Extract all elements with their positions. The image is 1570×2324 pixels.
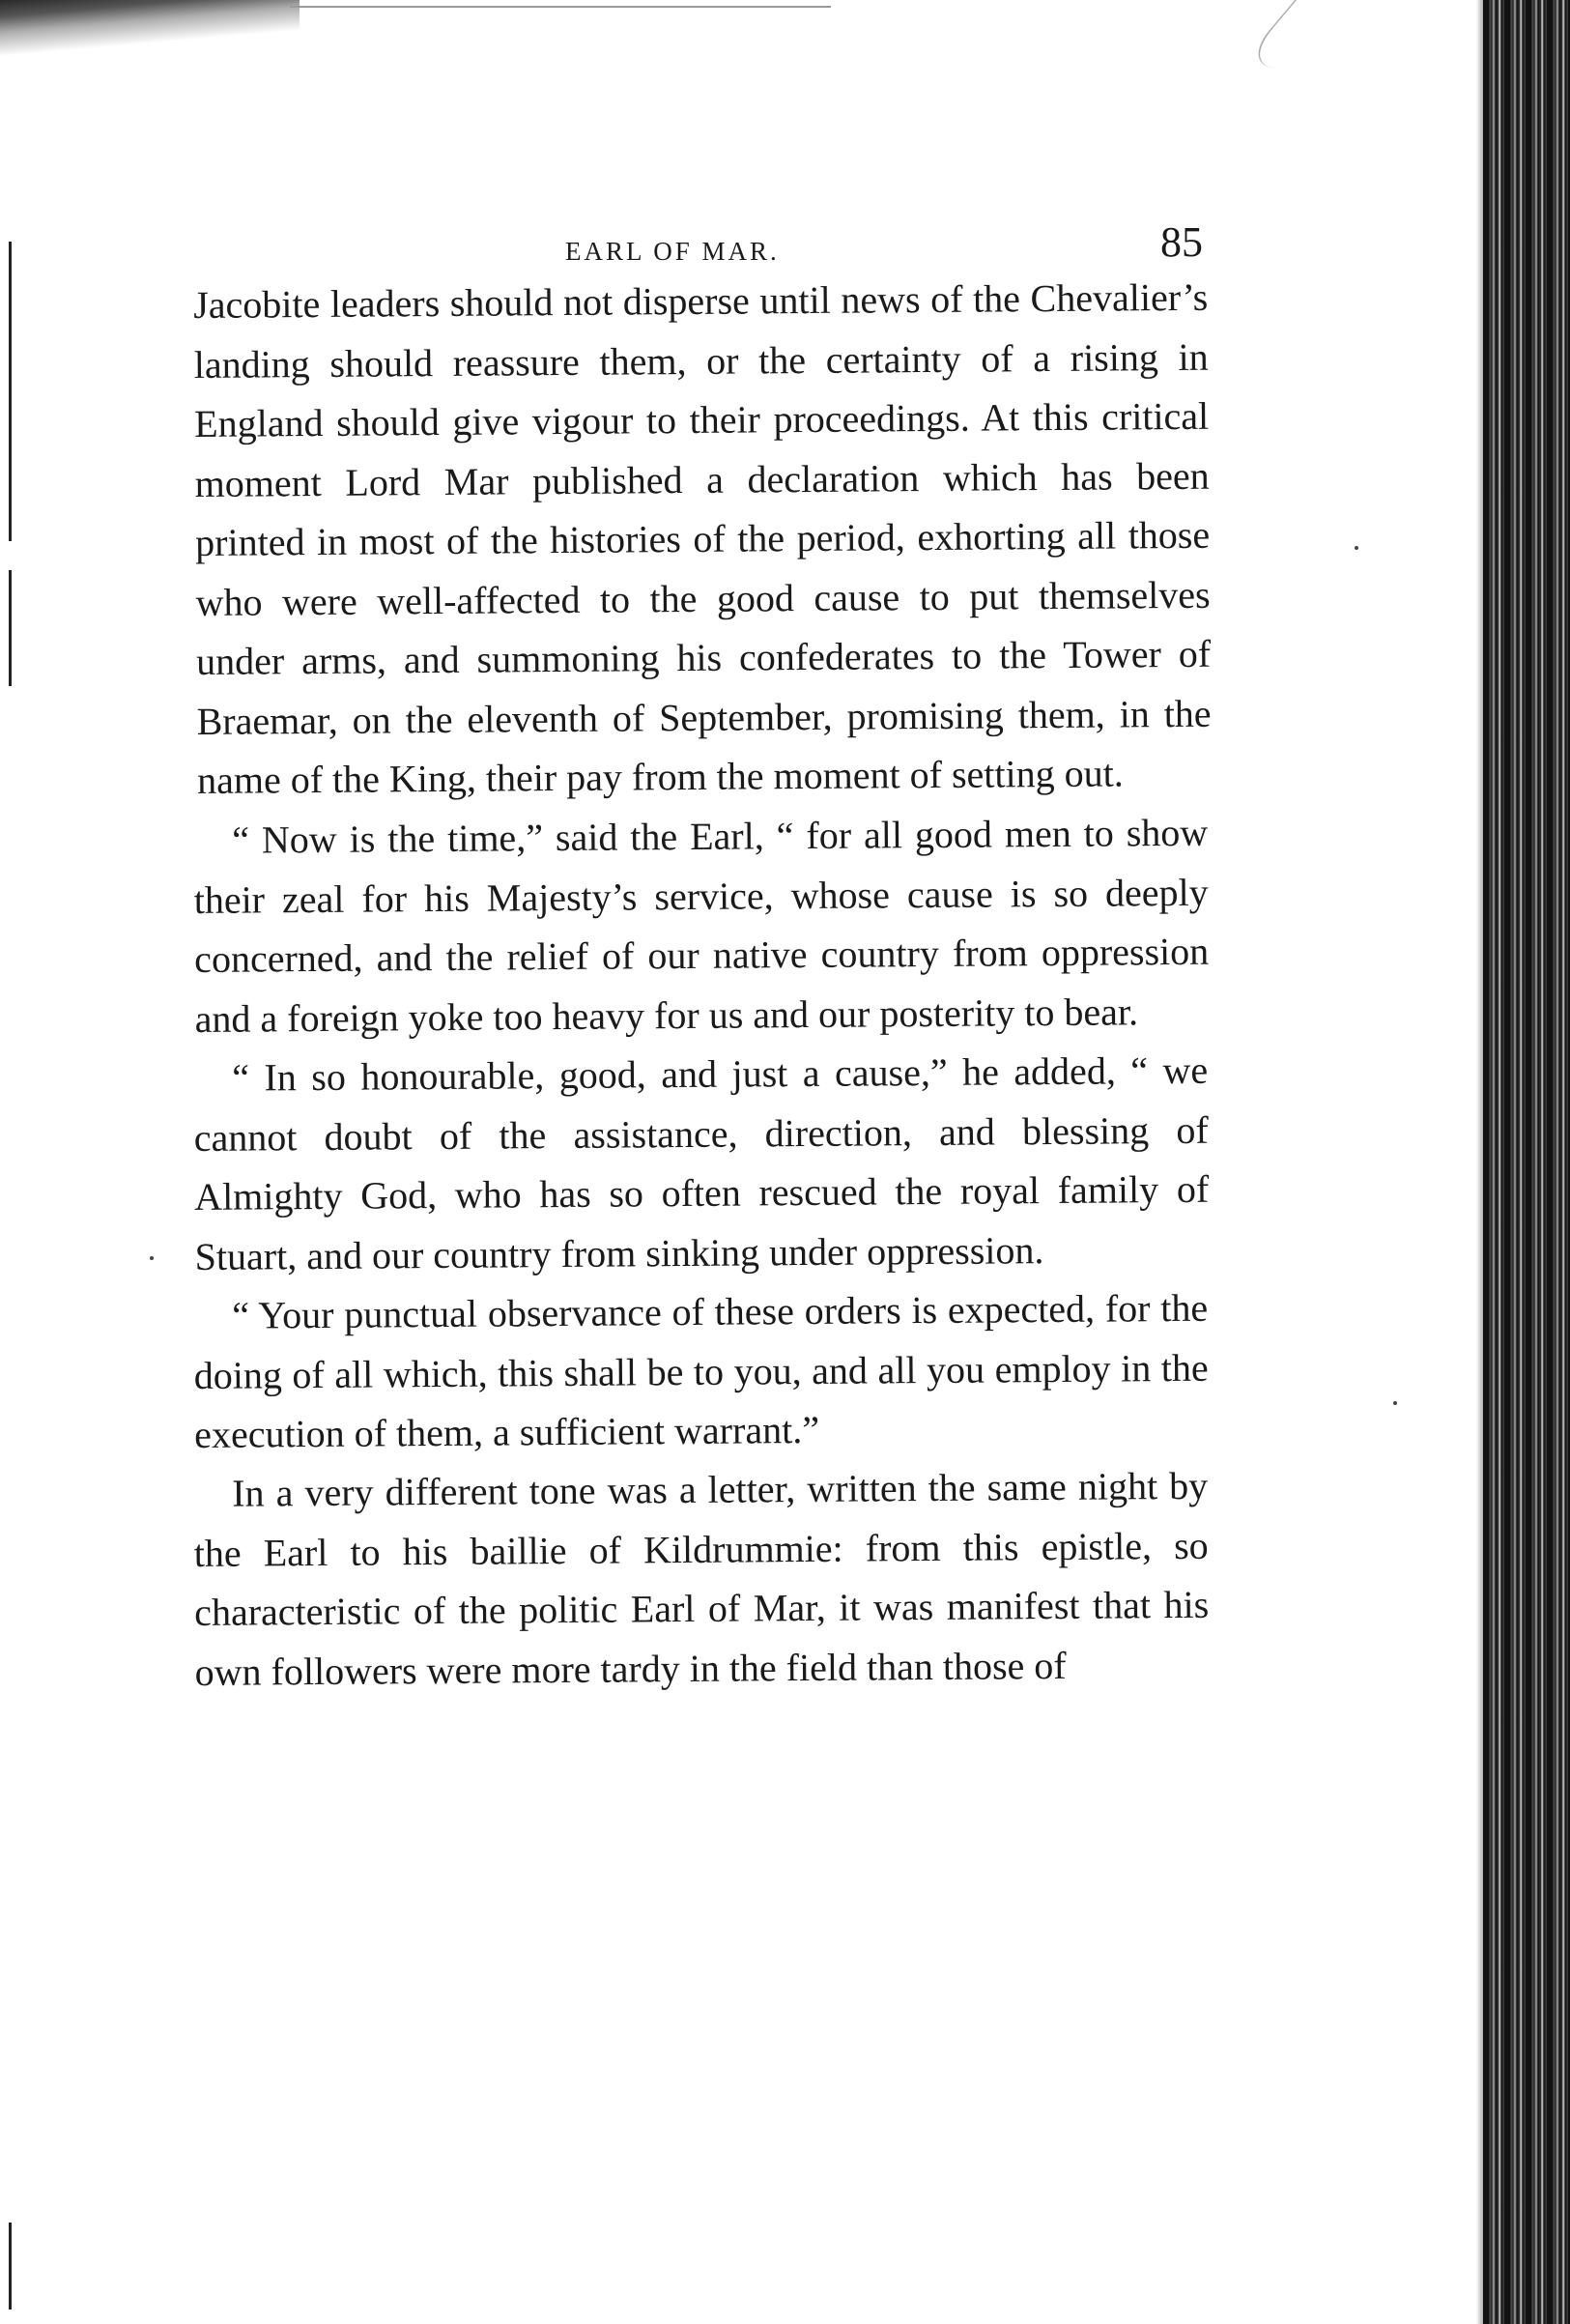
left-margin-mark [9, 570, 12, 686]
paragraph: Jacobite leaders should not disperse until news of the Chevalier’s landing should reassure them, or the certainty of a rising in England should give vigour to their proceedings. At this critical moment Lord Mar published a declaration which has been printed in most of the histories of the period, exhorting all those who were well-affected to the good cause to put themselves under arms, and summoning his confederates to the Tower of Braemar, on the eleventh of September, promising them, in the name of the King, their pay from the moment of setting out. [193, 274, 1212, 802]
running-head [193, 208, 1208, 275]
paragraph: “ Your punctual observance of these orders is expected, for the doing of all which, this shall be to you, and all you employ in the execution of them, a sufficient warrant.” [193, 1285, 1209, 1456]
running-title: EARL OF MAR. [565, 237, 780, 266]
speck [1355, 546, 1358, 550]
speck [1393, 1401, 1397, 1405]
book-page [193, 208, 1212, 1702]
speck [150, 1256, 154, 1260]
paragraph: “ Now is the time,” said the Earl, “ for all good men to show their zeal for his Majesty’s service, whose cause is so deeply concerned, and the relief of our native country from oppression and a foreign yoke too heavy for us and our posterity to bear. [193, 810, 1210, 1040]
page-number: 85 [1160, 218, 1203, 266]
top-edge-rule [290, 6, 831, 8]
left-margin-mark [9, 242, 12, 541]
paragraph: “ In so honourable, good, and just a cause,” he added, “ we cannot doubt of the assistance, direction, and blessing of Almighty God, who has so often rescued the royal family of Stuart, and our country from sinking under oppression. [193, 1047, 1210, 1277]
book-spine [1483, 0, 1570, 2324]
paragraph: In a very different tone was a letter, written the same night by the Earl to his baillie of Kildrummie: from this epistle, so characteristic of the politic Earl of Mar, it was manifest that his own followers were more tardy in the field than those of [193, 1463, 1210, 1694]
corner-scratch [1238, 0, 1364, 68]
page-edge-smudge [0, 0, 300, 68]
left-margin-mark [9, 2223, 12, 2310]
body-text [193, 274, 1212, 1702]
